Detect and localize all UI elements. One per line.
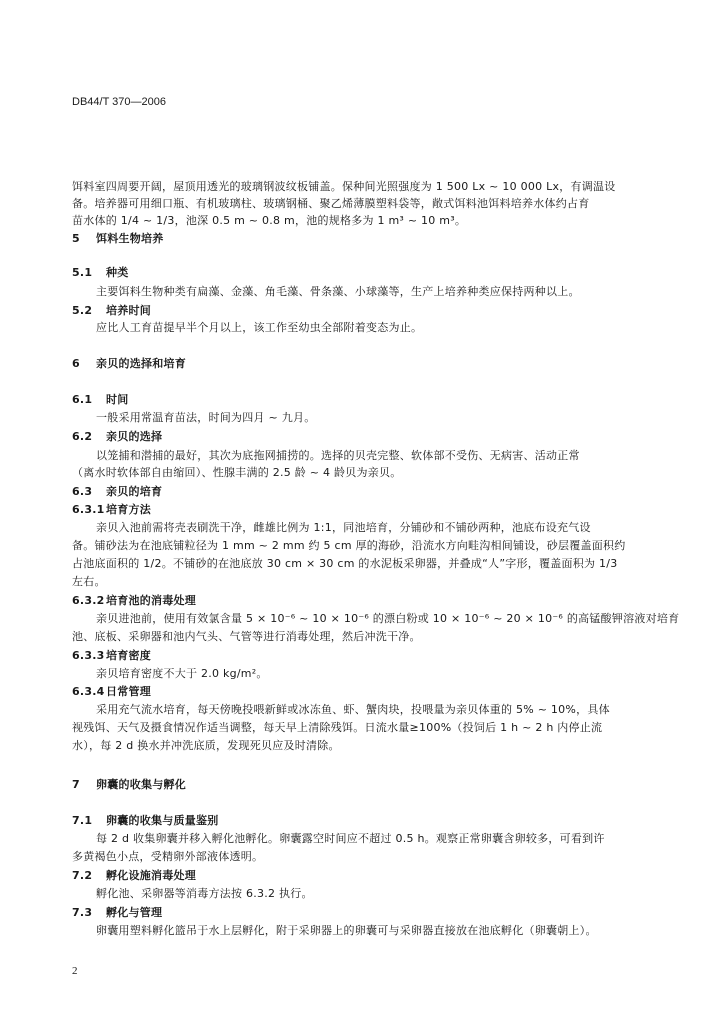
section-title: 孵化与管理 [106,906,163,919]
section-title: 时间 [106,393,129,406]
section-5-2-heading [72,304,151,318]
section-6-3-2-line-2: 池、底板、采卵器和池内气头、气管等进行消毒处理，然后冲洗干净。 [72,630,421,643]
section-number: 6.3.1 [72,503,105,516]
section-title: 孵化设施消毒处理 [106,869,196,882]
section-7-1-heading [72,814,219,828]
section-number: 7.2 [72,869,93,882]
section-number: 6.3.4 [72,685,105,698]
section-6-3-1-line-2: 备。铺砂法为在池底铺粒径为 1 mm ~ 2 mm 约 5 cm 厚的海砂，沿流水方向畦沟相间铺设，砂层覆盖面积约 [72,539,626,552]
section-number: 6.1 [72,393,93,406]
section-title: 培育密度 [106,649,151,662]
section-6-3-4-line-3: 水），每 2 d 换水并冲洗底质，发现死贝应及时清除。 [72,739,340,752]
section-number: 7.3 [72,906,93,919]
section-6-3-2-line-1: 亲贝进池前，使用有效氯含量 5 × 10⁻⁶ ~ 10 × 10⁻⁶ 的漂白粉或 10 × 10⁻⁶ ~ 20 × 10⁻⁶ 的高锰酸钾溶液对培育 [96,612,680,625]
section-6-2-heading [72,430,162,444]
section-7-3-heading [72,906,162,920]
section-number: 5.2 [72,304,93,317]
section-7-1-line-2: 多黄褐色小点，受精卵外部液体透明。 [72,850,264,863]
section-5-1-heading [72,266,129,280]
section-title: 卵囊的收集与质量鉴别 [106,814,219,827]
section-6-3-3-body: 亲贝培育密度不大于 2.0 kg/m²。 [96,667,268,680]
section-number: 5.1 [72,266,93,279]
section-6-3-4-heading [72,685,151,699]
section-7-1-line-1: 每 2 d 收集卵囊并移入孵化池孵化。卵囊露空时间应不超过 0.5 h。观察正常卵囊含卵较多，可看到许 [96,832,605,845]
section-number: 7 [72,778,80,791]
section-title: 种类 [106,266,129,279]
intro-line-2: 备。培养器可用细口瓶、有机玻璃柱、玻璃钢桶、聚乙烯薄膜塑料袋等，敞式饵料池饵料培养水体约占育 [72,197,590,210]
section-number: 6 [72,357,80,370]
section-title: 亲贝的培育 [106,485,163,498]
section-6-3-4-line-1: 采用充气流水培育，每天傍晚投喂新鲜或冰冻鱼、虾、蟹肉块，投喂量为亲贝体重的 5% ~ 10%，具体 [96,703,610,716]
section-6-2-line-1: 以笼捕和潜捕的最好，其次为底拖网捕捞的。选择的贝壳完整、软体部不受伤、无病害、活动正常 [96,449,580,462]
section-title: 培育方法 [106,503,151,516]
document-id: DB44/T 370—2006 [72,96,166,108]
section-number: 6.3.2 [72,594,105,607]
section-title: 亲贝的选择 [106,430,163,443]
section-title: 卵囊的收集与孵化 [96,778,186,791]
intro-line-1: 饵料室四周要开阔，屋顶用透光的玻璃钢波纹板铺盖。保种间光照强度为 1 500 Lx ~ 10 000 Lx，有调温设 [72,180,616,193]
section-6-3-4-line-2: 视残饵、天气及摄食情况作适当调整，每天早上清除残饵。日流水量≥100%（投饲后 1 h ~ 2 h 内停止流 [72,721,603,734]
section-title: 饵料生物培养 [96,232,164,245]
section-6-3-1-line-3: 占池底面积的 1/2。不铺砂的在池底放 30 cm × 30 cm 的水泥板采卵器，并叠成“人”字形，覆盖面积为 1/3 [72,557,618,570]
section-number: 7.1 [72,814,93,827]
page-number: 2 [72,965,78,977]
section-6-3-heading [72,485,162,499]
section-5-heading [72,232,164,246]
section-5-1-body: 主要饵料生物种类有扁藻、金藻、角毛藻、骨条藻、小球藻等，生产上培养种类应保持两种以上。 [96,285,580,298]
section-6-2-line-2: （离水时软体部自由缩回）、性腺丰满的 2.5 龄 ~ 4 龄贝为亲贝。 [72,466,402,479]
section-title: 亲贝的选择和培育 [96,357,186,370]
section-number: 5 [72,232,80,245]
section-7-2-body: 孵化池、采卵器等消毒方法按 6.3.2 执行。 [96,887,313,900]
section-title: 培育池的消毒处理 [106,594,196,607]
section-6-1-heading [72,393,129,407]
section-6-3-2-heading [72,594,196,608]
intro-line-3: 苗水体的 1/4 ~ 1/3，池深 0.5 m ~ 0.8 m，池的规格多为 1 m³ ~ 10 m³。 [72,214,467,227]
section-number: 6.3 [72,485,93,498]
section-6-3-1-line-4: 左右。 [72,575,106,588]
section-6-heading [72,357,186,371]
section-6-3-1-line-1: 亲贝入池前需将壳表刷洗干净，雌雄比例为 1:1，同池培育，分铺砂和不铺砂两种，池底布设充气设 [96,521,591,534]
section-title: 日常管理 [106,685,151,698]
section-7-2-heading [72,869,196,883]
section-6-3-3-heading [72,649,151,663]
section-6-3-1-heading [72,503,151,517]
section-title: 培养时间 [106,304,151,317]
section-5-2-body: 应比人工育苗提早半个月以上，该工作至幼虫全部附着变态为止。 [96,321,423,334]
section-7-heading [72,778,186,792]
section-number: 6.3.3 [72,649,105,662]
section-number: 6.2 [72,430,93,443]
section-7-3-body: 卵囊用塑料孵化篮吊于水上层孵化，附于采卵器上的卵囊可与采卵器直接放在池底孵化（卵囊朝上）。 [96,924,597,937]
section-6-1-body: 一般采用常温育苗法，时间为四月 ~ 九月。 [96,411,316,424]
